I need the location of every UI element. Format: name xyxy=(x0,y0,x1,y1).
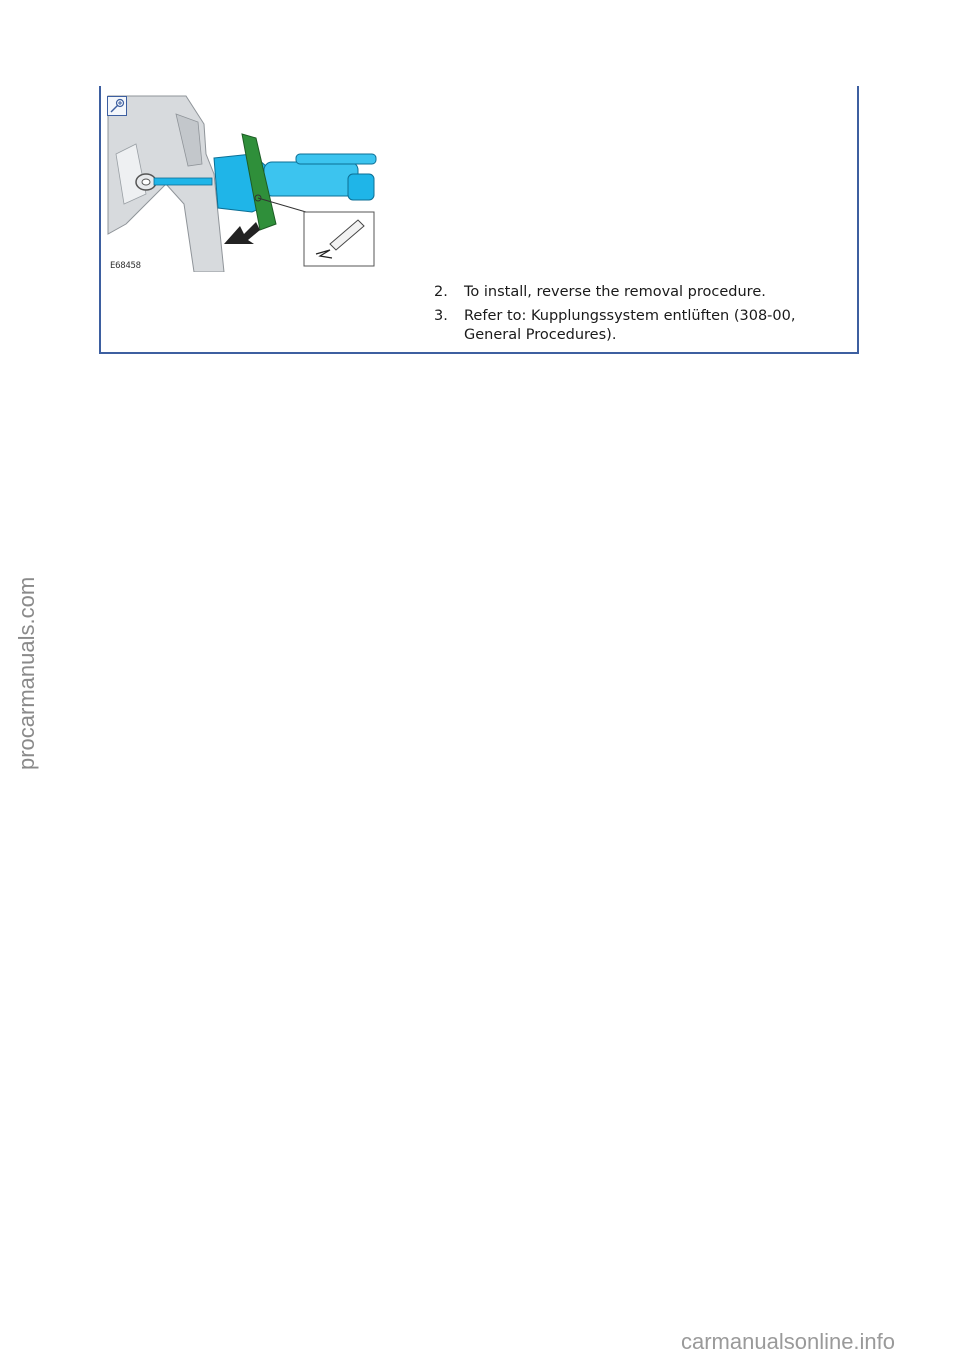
list-item xyxy=(434,283,844,302)
figure-code: E68458 xyxy=(110,261,141,271)
procedure-steps xyxy=(434,283,844,350)
step-text: To install, reverse the removal procedure. xyxy=(464,284,766,300)
step-number: 3. xyxy=(434,308,448,324)
zoom-icon[interactable] xyxy=(107,96,127,116)
list-item xyxy=(434,307,844,345)
step-number: 2. xyxy=(434,284,448,300)
step-text[interactable]: Refer to: Kupplungssystem entlüften (308-00, General Procedures). xyxy=(464,308,796,343)
watermark-bottom: carmanualsonline.info xyxy=(681,1329,896,1354)
clutch-master-cylinder-illustration xyxy=(106,94,378,272)
watermark-left: procarmanuals.com xyxy=(14,576,39,770)
